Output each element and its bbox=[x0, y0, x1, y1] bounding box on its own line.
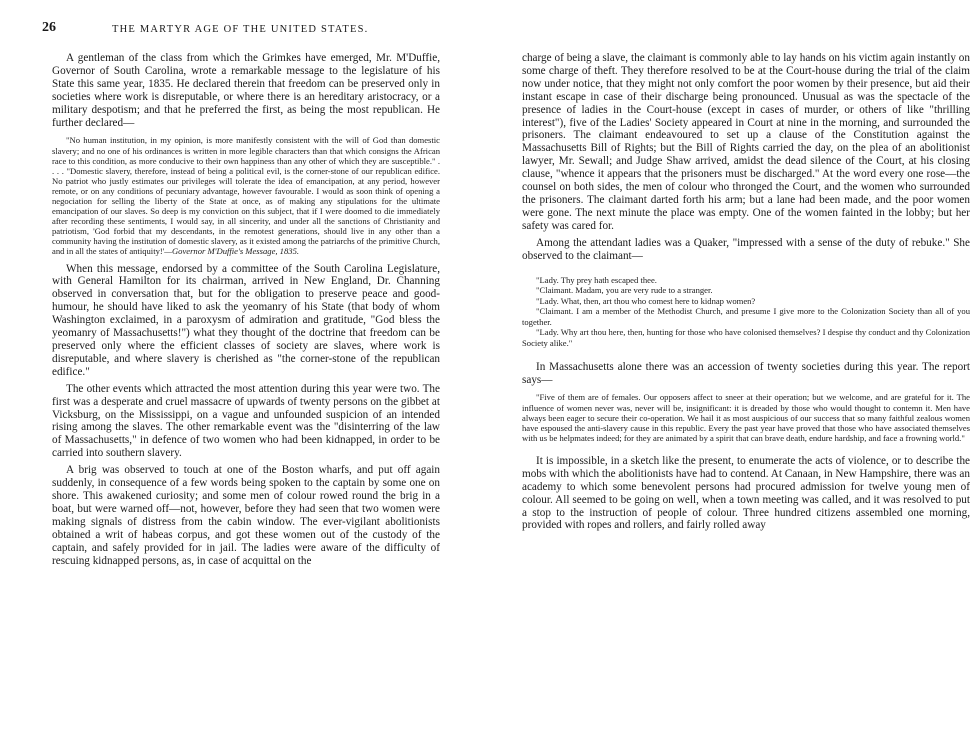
dialogue-line: "Lady. Thy prey hath escaped thee. bbox=[536, 274, 657, 285]
paragraph: When this message, endorsed by a committee of the South Carolina Legislature, with General Hamilton for its chairman, arrived in New England, Dr. Channing observed in conversation that, but for the obligation to preserve peace and good-humour, he should have liked to ask the yeomanry of his State (that body of whom Washington exclaimed, in a paroxysm of admiration and gratitude, "God bless the yeomanry of Massachusetts!") what they thought of the doctrine that freedom can be preserved only where the efficient classes of society are slaves, where work is disreputable, and where slavery is cherished as "the corner-stone of the republican edifice." bbox=[52, 262, 440, 378]
paragraph: Among the attendant ladies was a Quaker, "impressed with a sense of the duty of rebuke." She observed to the claimant— bbox=[522, 236, 970, 262]
quote-text: "No human institution, in my opinion, is more manifestly consistent with the will of God than domestic slavery; and no one of his ordinances is written in more legible characters than that which consigns the African race to this condition, as more conducive to their own happiness than any other of which they are susceptible." . . . . "Domestic slavery, therefore, instead of being a political evil, is the corner-stone of our republican edifice. No patriot who justly estimates our privileges will tolerate the idea of emancipation, at any period, however remote, or on any conditions of pecuniary advantage, however favourable. I would as soon think of opening a negociation for selling the liberty of the State at once, as of making any stipulations for the ultimate emancipation of our slaves. So deep is my conviction on this subject, that if I were doomed to die immediately after recording these sentiments, I would say, in all sincerity, and under all the sanctions of Christianity and patriotism, 'God forbid that my descendants, in the remotest generations, should live in any other than a community having the institution of domestic slavery, as it existed among the patriarchs of the primitive Church, and in all the states of antiquity!' bbox=[52, 135, 440, 257]
dialogue-line: "Claimant. I am a member of the Methodist Church, and presume I give more to the Colonization Society than all of you together. bbox=[522, 306, 970, 327]
quote-source: —Governor M'Duffie's Message, 1835. bbox=[164, 246, 300, 257]
paragraph: A brig was observed to touch at one of the Boston wharfs, and put off again suddenly, in consequence of a few words being spoken to the captain by some one on shore. This awakened curiosity; and some men of colour rowed round the brig in a boat, but were warned off—not, however, before they had seen that two women were making signals of distress from the cabin window. The ever-vigilant abolitionists obtained a writ of habeas corpus, and got these women out of the custody of the captain, and safely provided for in jail. The ladies were aware of the difficulty of rescuing kidnapped persons, as, in case of acquittal on the bbox=[52, 464, 440, 567]
paragraph: charge of being a slave, the claimant is commonly able to lay hands on his victim again instantly on some charge of theft. They therefore resolved to be at the Court-house during the trial of the claim now under notice, that they might not only comfort the poor women by their presence, but aid their instant escape in case of their discharge being pronounced. Unusual as was the spectacle of the presence of ladies in the Court-house (except in cases of murder, or others of like "thrilling interest"), five of the Ladies' Society appeared in Court at nine in the morning, and surrounded the prisoners. The claimant endeavoured to set up a clause of the Constitution against the Massachusetts Bill of Rights; but the Bill of Rights carried the day, on the plea of an abolitionist lawyer, Mr. Sewall; and Judge Shaw arrived, amidst the dead silence of the Court, at his closing clause, "whence it appears that the prisoners must be discharged." At the word every one rose—the counsel on both sides, the men of colour who thronged the Court, and the women who surrounded the prisoners. The claimant darted forth his arm; but a lane had been made, and the poor women were gone. The next minute the place was empty. One of the women fainted in the lobby; but her safety was cared for. bbox=[522, 52, 970, 232]
paragraph: A gentleman of the class from which the Grimkes have emerged, Mr. M'Duffie, Governor of South Carolina, wrote a remarkable message to the legislature of his State this same year, 1835. He declared therein that freedom can be preserved only in societies where work is disreputable, or where there is an hereditary aristocracy, or a military despotism; and that he preferred the first, as being the most republican. He further declared— bbox=[52, 52, 440, 129]
dialogue-line: "Lady. Why art thou here, then, hunting for those who have colonised themselves? I despise thy conduct and thy Colonization Society alike." bbox=[522, 327, 970, 349]
block-quote bbox=[52, 135, 440, 256]
left-column bbox=[52, 52, 440, 571]
dialogue-block bbox=[522, 275, 970, 349]
right-column bbox=[522, 52, 970, 536]
running-title: THE MARTYR AGE OF THE UNITED STATES. bbox=[112, 24, 369, 35]
block-quote: "Five of them are of females. Our opposers affect to sneer at their operation; but we welcome, and are grateful for it. The influence of women never was, never will be, insignificant: it is dreaded by those who would thought to contemn it. Men have always been eager to secure their co-operation. We hail it as most auspicious of our success that so many faithful zealous women have espoused the anti-slavery cause in this republic. Every the past year have proved that those who have associated themselves with us be helpmates indeed; for they are animated by a spirit that can brave death, endure hardship, and face a frowning world." bbox=[522, 392, 970, 443]
dialogue-line: "Claimant. Madam, you are very rude to a stranger. bbox=[536, 285, 713, 296]
page-number: 26 bbox=[42, 20, 56, 35]
paragraph: In Massachusetts alone there was an accession of twenty societies during this year. The report says— bbox=[522, 360, 970, 386]
dialogue-line: "Lady. What, then, art thou who comest here to kidnap women? bbox=[536, 295, 756, 306]
paragraph: The other events which attracted the most attention during this year were two. The first was a desperate and cruel massacre of upwards of twenty persons on the gibbet at Vicksburg, on the Mississippi, on a vague and unfounded suspicion of an intended rising among the slaves. The other remarkable event was the "disinterring of the law of Massachusetts," in defence of two women who had been kidnapped, in order to be carried into southern slavery. bbox=[52, 382, 440, 460]
paragraph: It is impossible, in a sketch like the present, to enumerate the acts of violence, or to describe the mobs with which the abolitionists have had to contend. At Canaan, in New Hampshire, there was an academy to which some benevolent persons had procured admission for twelve young men of colour. All seemed to be going on well, when a town meeting was called, and it was resolved to put a stop to the instruction of people of colour. Three hundred citizens assembled one morning, provided with ropes and rollers, and fairly rolled away bbox=[522, 454, 970, 532]
